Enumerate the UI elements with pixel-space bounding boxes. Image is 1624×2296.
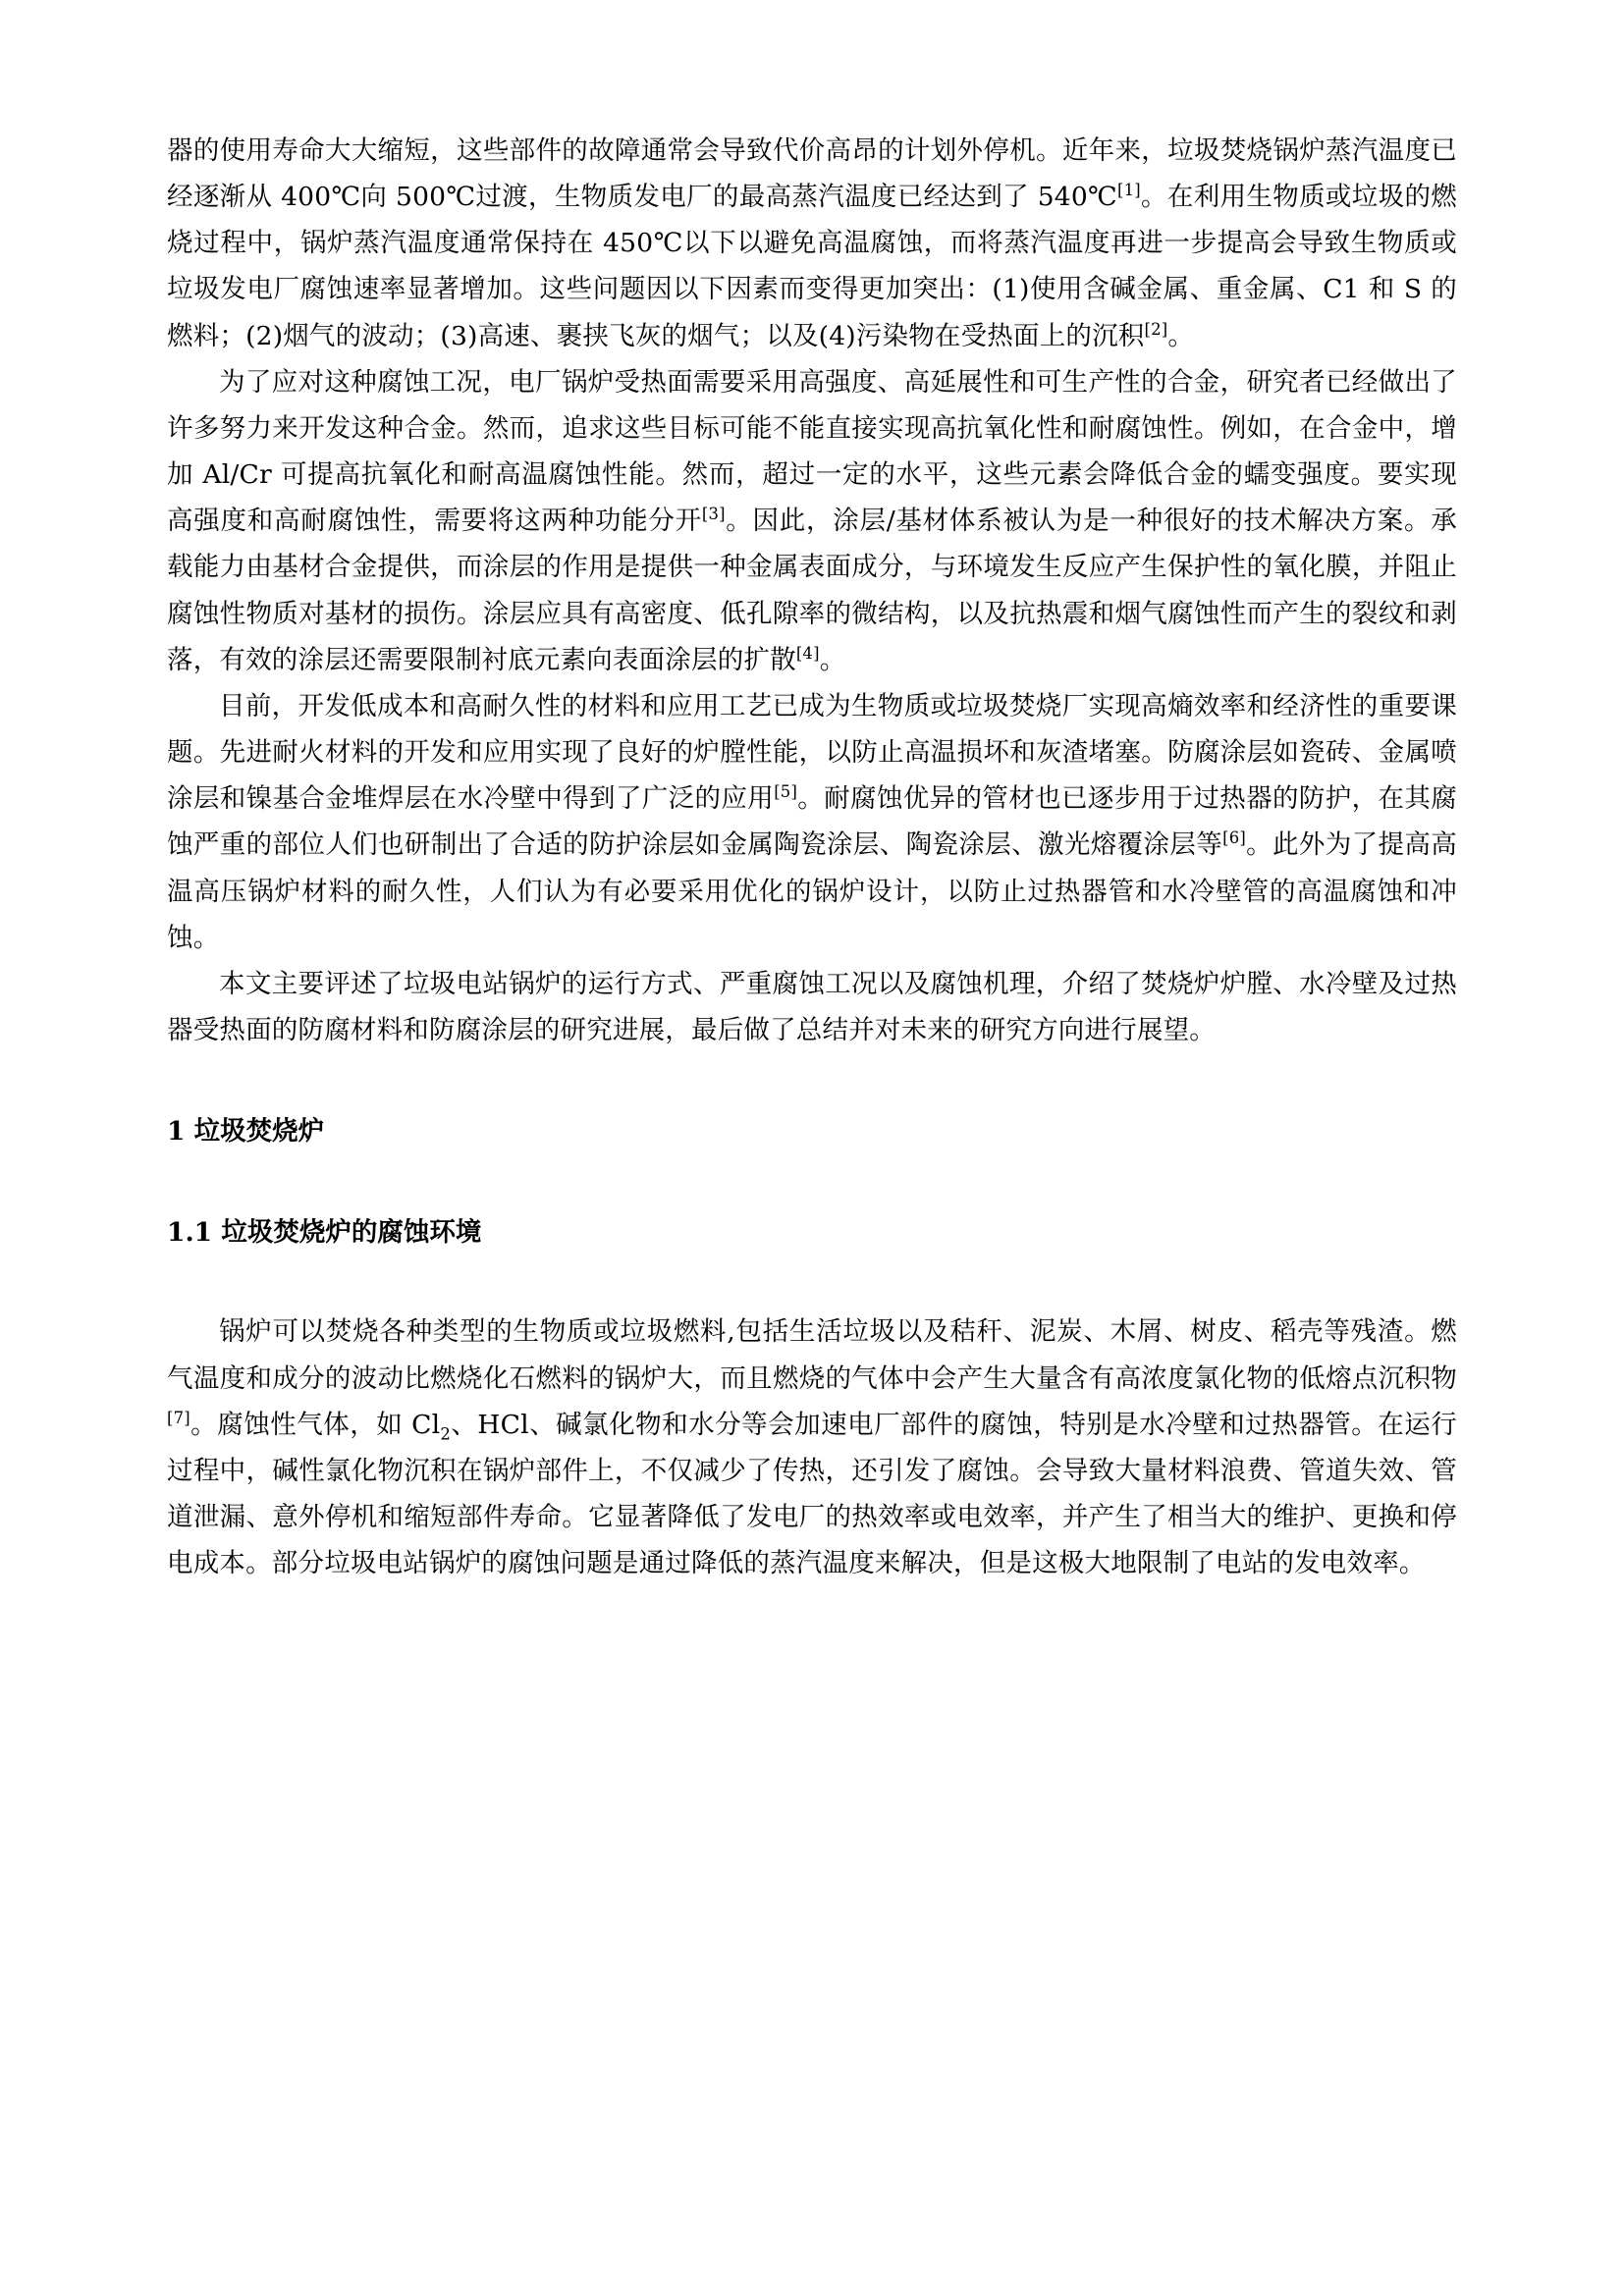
paragraph: 为了应对这种腐蚀工况，电厂锅炉受热面需要采用高强度、高延展性和可生产性的合金，研究者已经做出了许多努力来开发这种合金。然而，追求这些目标可能不能直接实现高抗氧化性和耐腐蚀性。例如，在合金中，增加 Al/Cr 可提高抗氧化和耐高温腐蚀性能。然而，超过一定的水平，这些元素会降低合金的蠕变强度。要实现高强度和高耐腐蚀性，需要将这两种功能分开[3]。因此，涂层/基材体系被认为是一种很好的技术解决方案。承载能力由基材合金提供，而涂层的作用是提供一种金属表面成分，与环境发生反应产生保护性的氧化膜，并阻止腐蚀性物质对基材的损伤。涂层应具有高密度、低孔隙率的微结构，以及抗热震和烟气腐蚀性而产生的裂纹和剥落，有效的涂层还需要限制衬底元素向表面涂层的扩散[4]。 bbox=[167, 366, 1457, 675]
paragraph: 目前，开发低成本和高耐久性的材料和应用工艺已成为生物质或垃圾焚烧厂实现高熵效率和经济性的重要课题。先进耐火材料的开发和应用实现了良好的炉膛性能，以防止高温损坏和灰渣堵塞。防腐涂层如瓷砖、金属喷涂层和镍基合金堆焊层在水冷壁中得到了广泛的应用[5]。耐腐蚀优异的管材也已逐步用于过热器的防护，在其腐蚀严重的部位人们也研制出了合适的防护涂层如金属陶瓷涂层、陶瓷涂层、激光熔覆涂层等[6]。此外为了提高高温高压锅炉材料的耐久性，人们认为有必要采用优化的锅炉设计，以防止过热器管和水冷壁管的高温腐蚀和冲蚀。 bbox=[167, 690, 1458, 953]
chemical-subscript: 2 bbox=[440, 1424, 451, 1444]
section-heading-1: 1 垃圾焚烧炉 bbox=[167, 1116, 325, 1148]
paragraph: 锅炉可以焚烧各种类型的生物质或垃圾燃料,包括生活垃圾以及秸秆、泥炭、木屑、树皮、稻壳等残渣。燃气温度和成分的波动比燃烧化石燃料的锅炉大，而且燃烧的气体中会产生大量含有高浓度氯化物的低熔点沉积物[7]。腐蚀性气体，如 $Cl_2$、HCl、碱氯化物和水分等会加速电厂部件的腐蚀，特别是水冷壁和过热器管。在运行过程中，碱性氯化物沉积在锅炉部件上，不仅减少了传热，还引发了腐蚀。会导致大量材料浪费、管道失效、管道泄漏、意外停机和缩短部件寿命。它显著降低了发电厂的热效率或电效率，并产生了相当大的维护、更换和停电成本。部分垃圾电站锅炉的腐蚀问题是通过降低的蒸汽温度来解决，但是这极大地限制了电站的发电效率。 bbox=[167, 1316, 1457, 1579]
reference-superscript: [4] bbox=[795, 643, 820, 663]
reference-superscript: [6] bbox=[1222, 828, 1246, 848]
paragraph: 本文主要评述了垃圾电站锅炉的运行方式、严重腐蚀工况以及腐蚀机理，介绍了焚烧炉炉膛、水冷壁及过热器受热面的防腐材料和防腐涂层的研究进展，最后做了总结并对未来的研究方向进行展望。 bbox=[167, 968, 1457, 1045]
paragraph-group-section bbox=[167, 1308, 1457, 1586]
paragraph: 器的使用寿命大大缩短，这些部件的故障通常会导致代价高昂的计划外停机。近年来，垃圾焚烧锅炉蒸汽温度已经逐渐从 400℃向 500℃过渡，生物质发电厂的最高蒸汽温度已经达到了 540℃[1]。在利用生物质或垃圾的燃烧过程中，锅炉蒸汽温度通常保持在 450℃以下以避免高温腐蚀，而将蒸汽温度再进一步提高会导致生物质或垃圾发电厂腐蚀速率显著增加。这些问题因以下因素而变得更加突出：(1)使用含碱金属、重金属、C1 和 S 的燃料；(2)烟气的波动；(3)高速、裹挟飞灰的烟气；以及(4)污染物在受热面上的沉积[2]。 bbox=[167, 135, 1457, 351]
reference-superscript: [5] bbox=[774, 782, 798, 802]
section-heading-1-1: 1.1 垃圾焚烧炉的腐蚀环境 bbox=[167, 1217, 482, 1249]
reference-superscript: [2] bbox=[1144, 319, 1168, 339]
reference-superscript: [1] bbox=[1117, 181, 1141, 200]
reference-superscript: [7] bbox=[167, 1408, 190, 1427]
reference-superscript: [3] bbox=[701, 505, 726, 524]
paragraph-group-intro bbox=[167, 128, 1457, 1053]
